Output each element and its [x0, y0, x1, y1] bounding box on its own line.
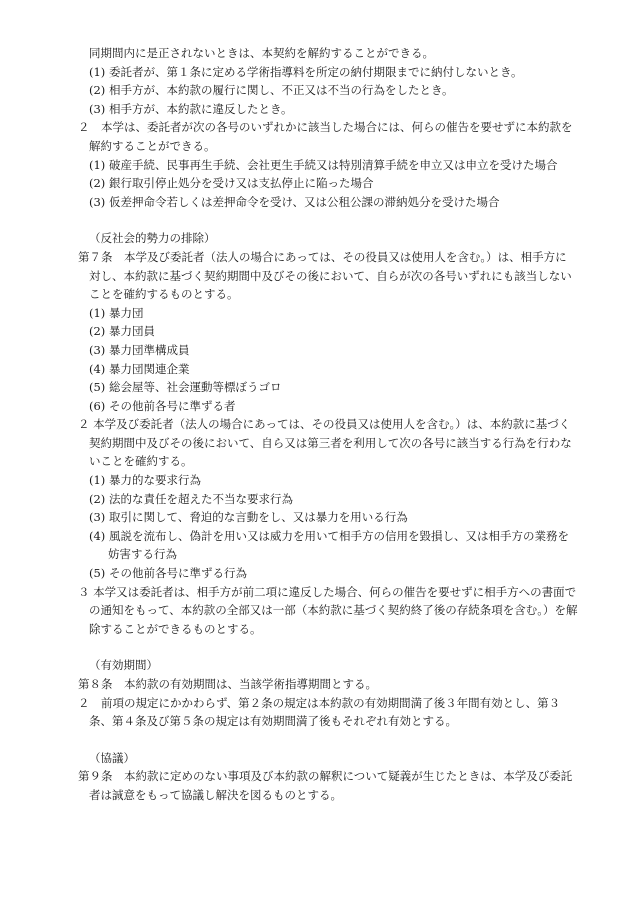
article-7: 第７条 本学及び委託者（法人の場合にあっては、その役員又は使用人を含む。）は、相手方に対し、本約款に基づく契約期間中及びその後において、自らが次の各号いずれにも該当しないことを確約するものとする。 — [78, 249, 572, 302]
list-item: (2) 相手方が、本約款の履行に関し、不正又は不当の行為をしたとき。 — [89, 83, 454, 98]
article-7-paragraph-2: ２ 本学及び委託者（法人の場合にあっては、その役員又は使用人を含む。）は、本約款に基づく契約期間中及びその後において、自ら又は第三者を利用して次の各号に該当する行為を行わないことを確約する。 — [78, 417, 572, 469]
article-9: 第９条 本約款に定めのない事項及び本約款の解釈について疑義が生じたときは、本学及び委託者は誠意をもって協議し解決を図るものとする。 — [78, 769, 573, 802]
article-8: 第８条 本約款の有効期間は、当該学術指導期間とする。 — [78, 677, 377, 691]
list-item: (5) その他前各号に準ずる行為 — [89, 566, 247, 581]
list-item: (1) 委託者が、第１条に定める学術指導料を所定の納付期限までに納付しないとき。 — [89, 64, 523, 79]
list-item: (1) 暴力団 — [89, 305, 144, 320]
list-item: (6) その他前各号に準ずる者 — [89, 398, 236, 413]
article-7-heading: （反社会的勢力の排除） — [89, 231, 216, 246]
list-item: (1) 破産手続、民事再生手続、会社更生手続又は特別清算手続を申立又は申立を受けた場合 — [89, 157, 558, 172]
list-item: (3) 仮差押命令若しくは差押命令を受け、又は公租公課の滞納処分を受けた場合 — [89, 194, 500, 209]
list-item: (2) 法的な責任を超えた不当な要求行為 — [89, 491, 293, 506]
list-item: (2) 暴力団員 — [89, 324, 155, 339]
article-7-paragraph-3: ３ 本学又は委託者は、相手方が前二項に違反した場合、何らの催告を要せずに相手方への書面での通知をもって、本約款の全部又は一部（本約款に基づく契約終了後の存続条項を含む。）を解除することができるものとする。 — [78, 584, 578, 636]
article-9-heading: （協議） — [89, 750, 135, 765]
list-item: (2) 銀行取引停止処分を受け又は支払停止に陥った場合 — [89, 176, 374, 191]
article-6-paragraph-2: ２ 本学は、委託者が次の各号のいずれかに該当した場合には、何らの催告を要せずに本約款を解約することができる。 — [78, 120, 573, 153]
article-8-heading: （有効期間） — [89, 658, 158, 673]
continued-sentence: 同期間内に是正されないときは、本契約を解約することができる。 — [89, 46, 434, 60]
list-item: (4) 風説を流布し、偽計を用い又は威力を用いて相手方の信用を毀損し、又は相手方の業務を妨害する行為 — [89, 528, 569, 562]
list-item: (3) 取引に関して、脅迫的な言動をし、又は暴力を用いる行為 — [89, 510, 408, 525]
list-item: (3) 相手方が、本約款に違反したとき。 — [89, 101, 293, 116]
list-item: (1) 暴力的な要求行為 — [89, 473, 201, 488]
article-8-paragraph-2: ２ 前項の規定にかかわらず、第２条の規定は本約款の有効期間満了後３年間有効とし、第３条、第４条及び第５条の規定は有効期間満了後もそれぞれ有効とする。 — [78, 695, 561, 729]
list-item: (4) 暴力団関連企業 — [89, 361, 190, 376]
list-item: (3) 暴力団準構成員 — [89, 342, 190, 357]
list-item: (5) 総会屋等、社会運動等標ぼうゴロ — [89, 380, 282, 395]
document-body — [78, 44, 578, 805]
